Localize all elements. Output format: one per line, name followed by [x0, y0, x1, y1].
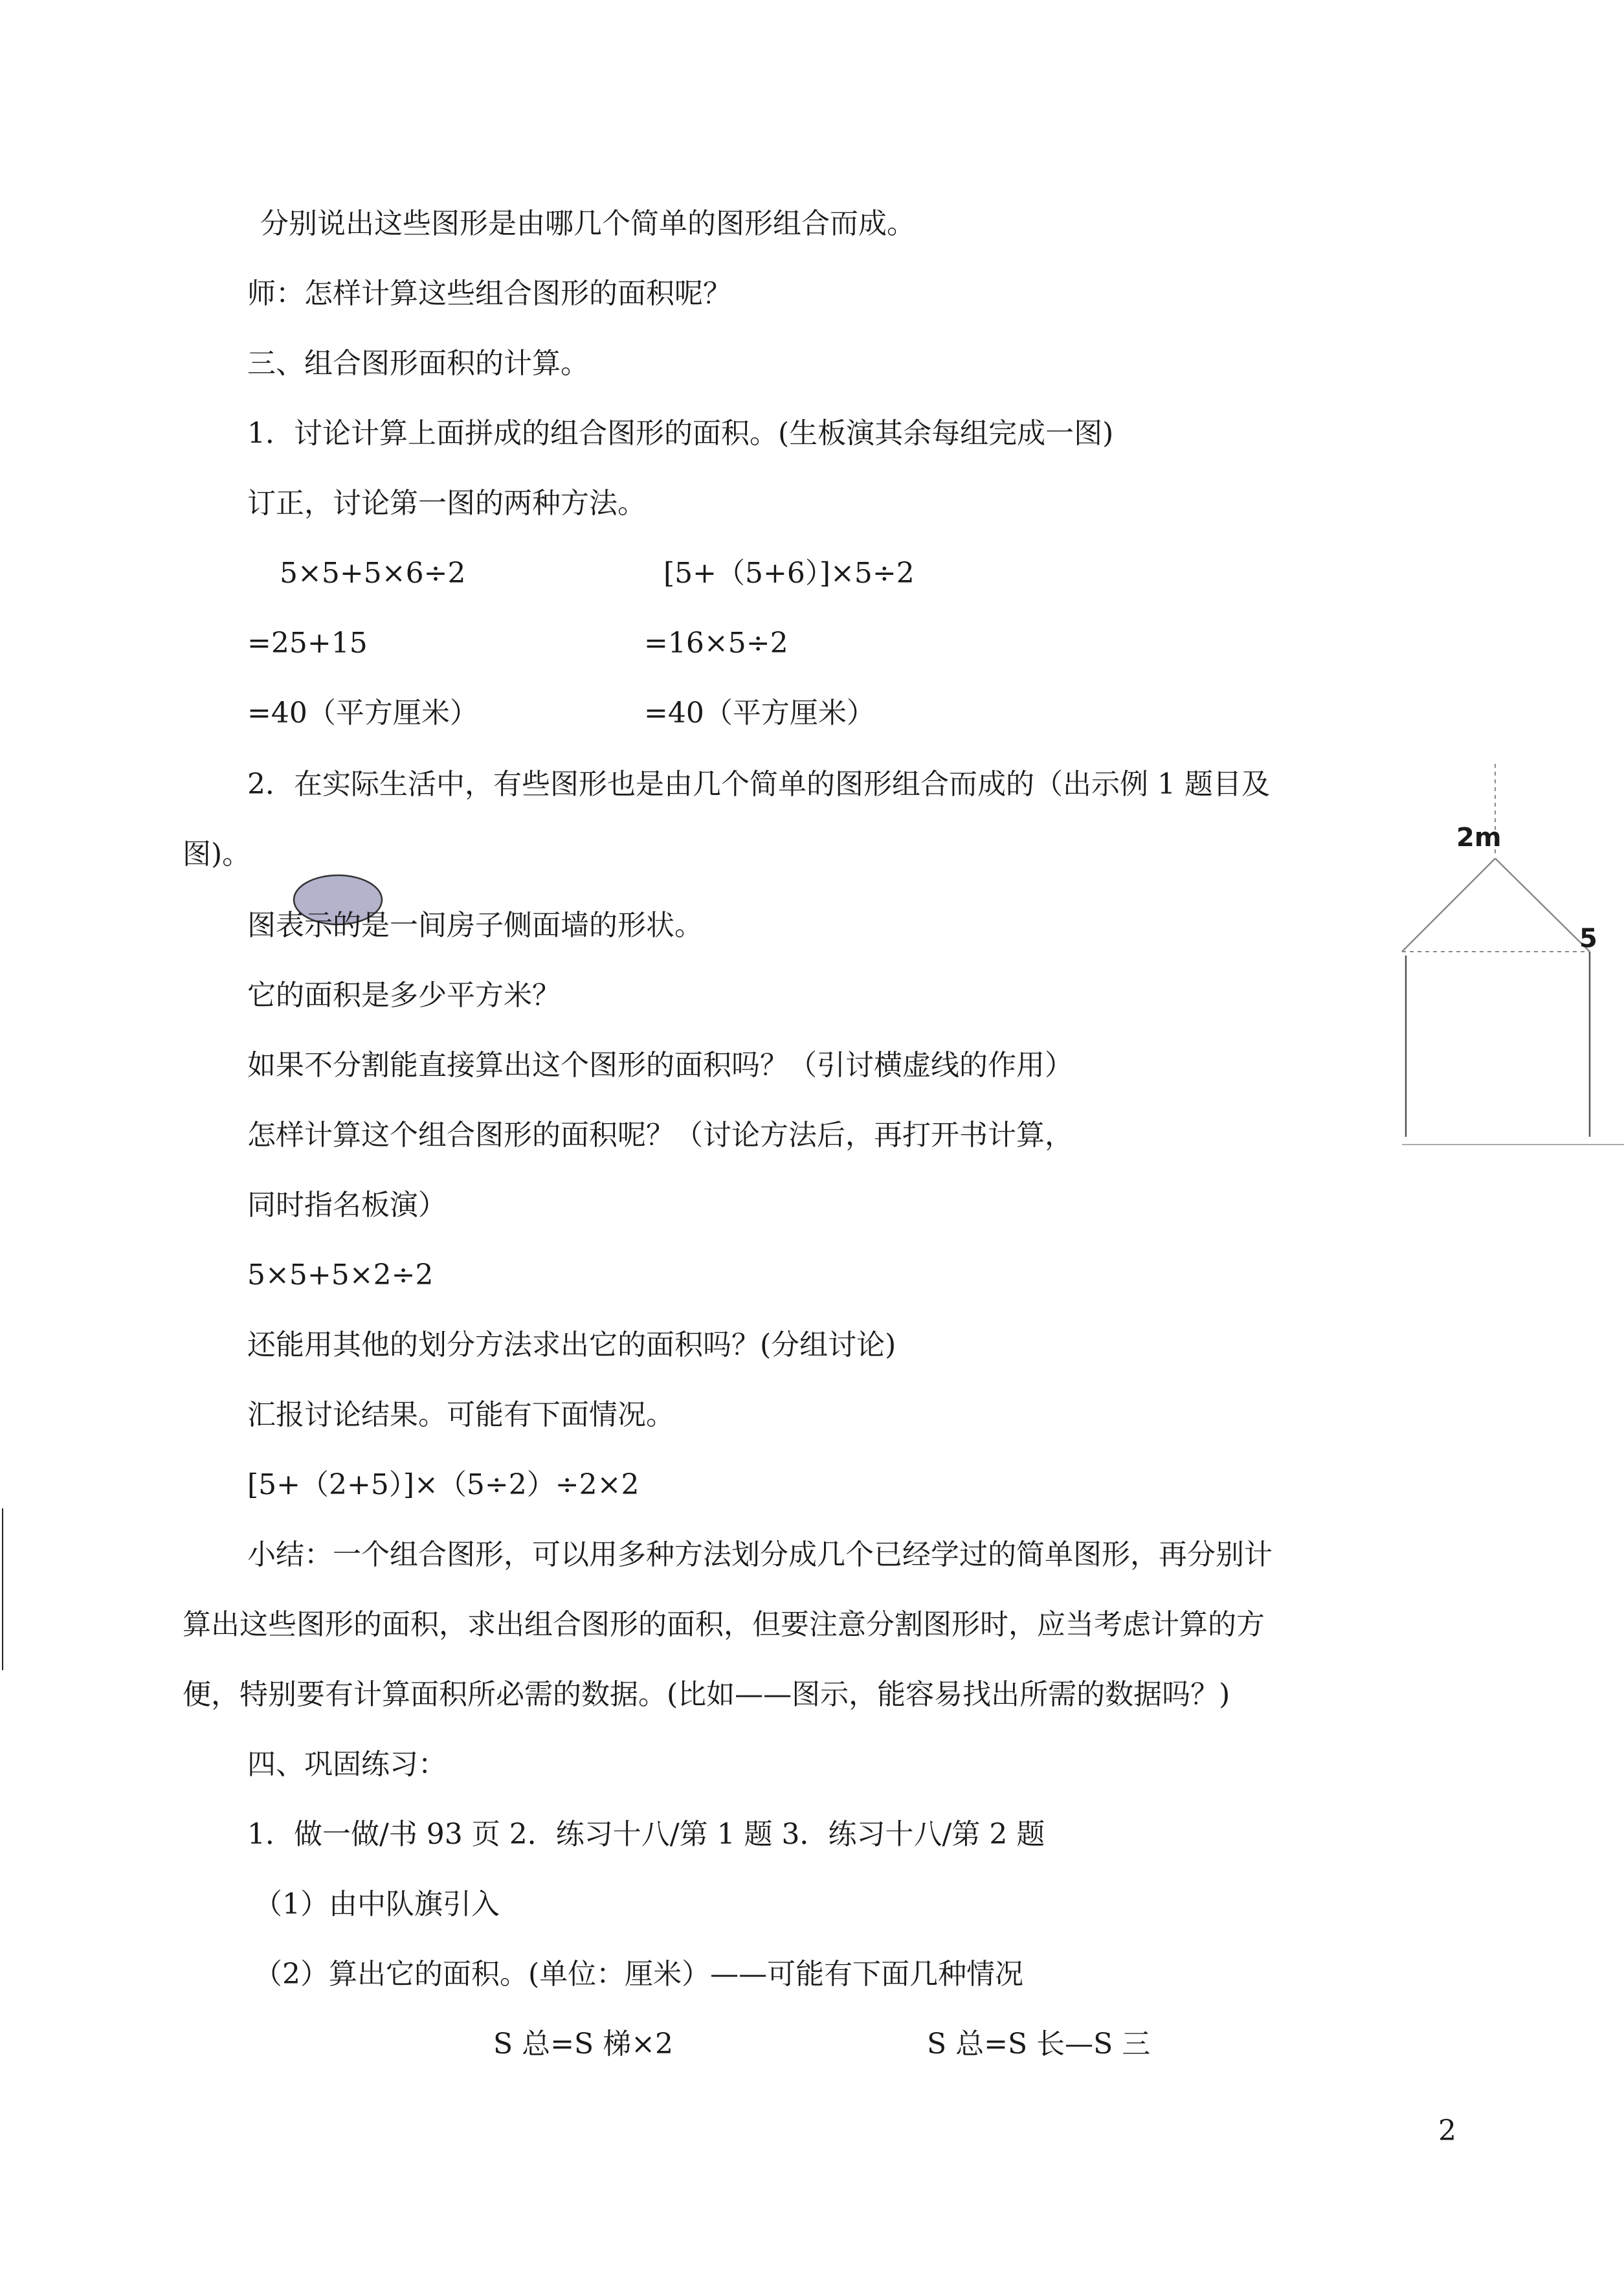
- summary-paragraph: 小结：一个组合图形，可以用多种方法划分成几个已经学过的简单图形，再分别计: [247, 1538, 1273, 1571]
- paragraph: 师：怎样计算这些组合图形的面积呢？: [247, 277, 731, 310]
- paragraph: 它的面积是多少平方米？: [247, 979, 561, 1012]
- paragraph: （1）由中队旗引入: [254, 1888, 500, 1921]
- summary-paragraph: 便，特别要有计算面积所必需的数据。(比如——图示，能容易找出所需的数据吗？): [183, 1678, 1230, 1711]
- formula: [5+（2+5）]×（5÷2）÷2×2: [247, 1468, 640, 1501]
- paragraph: 订正，讨论第一图的两种方法。: [247, 487, 646, 520]
- summary-paragraph: 算出这些图形的面积，求出组合图形的面积，但要注意分割图形时，应当考虑计算的方: [183, 1608, 1265, 1641]
- paragraph: 还能用其他的划分方法求出它的面积吗？(分组讨论): [247, 1328, 896, 1361]
- paragraph: 图)。: [183, 838, 251, 871]
- calc-left-line-2: =25+15: [247, 627, 368, 660]
- roof-left-edge: [1402, 858, 1495, 952]
- paragraph: 1．讨论计算上面拼成的组合图形的面积。(生板演其余每组完成一图): [247, 417, 1114, 450]
- calc-left-line-1: 5×5+5×6÷2: [280, 557, 466, 590]
- figure-label-top: 2m: [1456, 823, 1502, 853]
- paragraph: （2）算出它的面积。(单位：厘米）——可能有下面几种情况: [254, 1958, 1024, 1991]
- paragraph: 分别说出这些图形是由哪几个简单的图形组合而成。: [260, 207, 915, 240]
- figure-label-side: 5: [1579, 924, 1597, 954]
- formula: 5×5+5×2÷2: [247, 1258, 434, 1292]
- calc-right-line-3: =40（平方厘米）: [644, 697, 875, 730]
- paragraph: 同时指名板演）: [247, 1189, 447, 1222]
- section-heading: 三、组合图形面积的计算。: [247, 347, 589, 380]
- paragraph: 2．在实际生活中，有些图形也是由几个简单的图形组合而成的（出示例 1 题目及: [247, 768, 1270, 801]
- margin-bar: [2, 1508, 3, 1670]
- calc-right-line-1: [5+（5+6）]×5÷2: [663, 557, 915, 590]
- paragraph: 汇报讨论结果。可能有下面情况。: [247, 1398, 674, 1431]
- paragraph: 图表示的是一间房子侧面墙的形状。: [247, 909, 703, 942]
- calc-left-line-3: =40（平方厘米）: [247, 697, 478, 730]
- exercise-list: 1．做一做/书 93 页 2．练习十八/第 1 题 3．练习十八/第 2 题: [247, 1818, 1045, 1851]
- paragraph: 如果不分割能直接算出这个图形的面积吗？（引讨横虚线的作用）: [247, 1049, 1073, 1082]
- paragraph: 怎样计算这个组合图形的面积呢？（讨论方法后，再打开书计算，: [247, 1119, 1073, 1152]
- calc-right-line-2: =16×5÷2: [644, 627, 788, 660]
- page-number: 2: [1438, 2114, 1456, 2147]
- house-wall-figure: [1392, 757, 1624, 1172]
- section-heading: 四、巩固练习：: [247, 1748, 447, 1781]
- formula-right: S 总=S 长—S 三: [927, 2028, 1151, 2061]
- roof-right-edge: [1495, 858, 1590, 952]
- formula-left: S 总=S 梯×2: [493, 2028, 673, 2061]
